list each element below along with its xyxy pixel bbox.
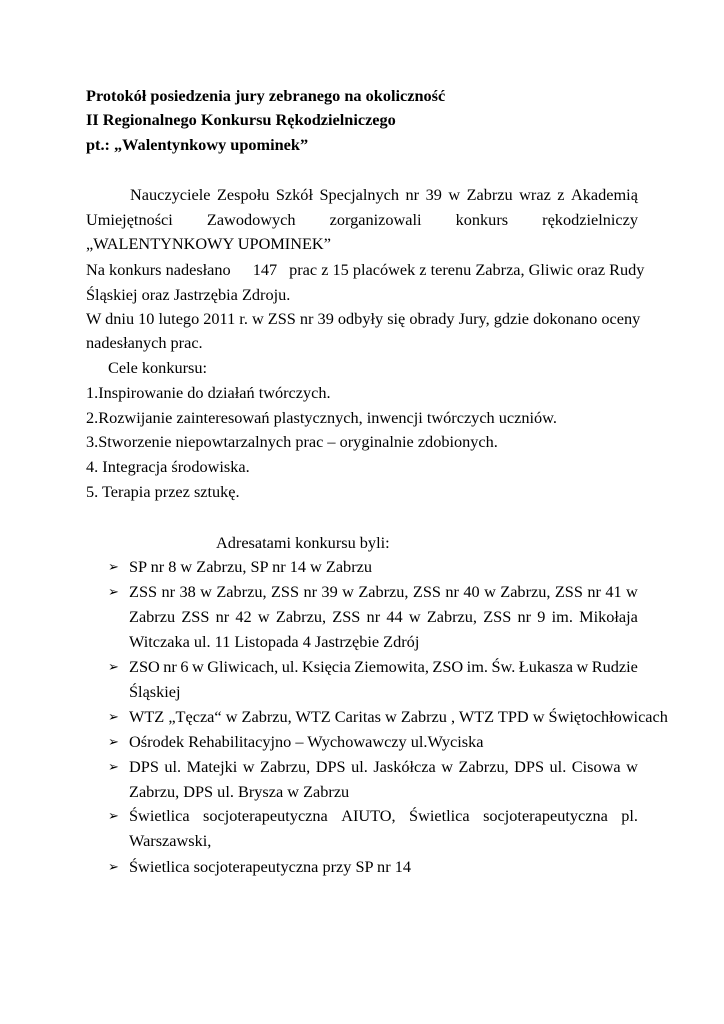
intro-sent-suffix: prac z 15 placówek z terenu Zabrza, Gliwic oraz Rudy (289, 260, 645, 279)
word: Zabrzu (466, 185, 513, 204)
word: w (342, 582, 354, 601)
word: Mikołaja (579, 607, 638, 626)
word: Ziemowita, (354, 657, 429, 676)
word: zorganizowali (329, 210, 422, 229)
bullet-arrow-icon: ➢ (108, 734, 119, 749)
word: nr (405, 185, 420, 204)
addressee-item-3-line-1 (129, 657, 638, 677)
addressee-item-2-line-3: Witczaka ul. 11 Listopada 4 Jastrzębie Zdrój (129, 632, 420, 651)
word: nr (303, 582, 317, 601)
word: Jaskółcza (373, 757, 436, 776)
word: pl. (621, 806, 638, 825)
word: 38 (179, 582, 196, 601)
intro-line-5: Śląskiej oraz Jastrzębia Zdroju. (86, 285, 291, 304)
word: Świetlica (129, 806, 190, 825)
addressee-item-5: Ośrodek Rehabilitacyjno – Wychowawczy ul.Wyciska (129, 732, 484, 751)
word: nr (163, 657, 177, 676)
works-count: 147 (252, 260, 278, 279)
word: Specjalnych (319, 185, 400, 204)
goal-item: 5. Terapia przez sztukę. (86, 482, 240, 501)
word: ZSS (554, 582, 583, 601)
intro-line-6: W dniu 10 lutego 2011 r. w ZSS nr 39 odbyły się obrady Jury, gdzie dokonano oceny (86, 309, 641, 328)
bullet-arrow-icon: ➢ (108, 808, 119, 823)
word: 40 (463, 582, 480, 601)
word: ZSS (129, 582, 158, 601)
intro-line-3: „WALENTYNKOWY UPOMINEK” (86, 234, 331, 253)
word: 44 (386, 607, 403, 626)
word: w (408, 607, 421, 626)
word: DPS (315, 757, 346, 776)
word: w (448, 185, 461, 204)
word: w (441, 757, 453, 776)
word: Zabrzu (129, 607, 176, 626)
word: w (242, 757, 255, 776)
word: ZSO (129, 657, 160, 676)
word: rękodzielniczy (542, 210, 638, 229)
word: 39 (425, 185, 442, 204)
bullet-arrow-icon: ➢ (108, 659, 119, 674)
word: Rudzie (591, 657, 638, 676)
word: ul. (281, 657, 299, 676)
word: 41 (605, 582, 622, 601)
title-line-3: pt.: „Walentynkowy upominek” (86, 135, 309, 154)
word: AIUTO, (341, 806, 396, 825)
goal-item: 1.Inspirowanie do działań twórczych. (86, 383, 331, 402)
addressee-item-1: SP nr 8 w Zabrzu, SP nr 14 w Zabrzu (129, 557, 372, 576)
word: im. (466, 657, 488, 676)
addressee-item-2-line-1 (129, 582, 638, 602)
word: w (626, 757, 638, 776)
goal-item: 2.Rozwijanie zainteresowań plastycznych, inwencji twórczych uczniów. (86, 408, 557, 427)
word: ul. (164, 757, 182, 776)
word: nr (445, 582, 459, 601)
addressee-item-6-line-2: Zabrzu, DPS ul. Brysza w Zabrzu (129, 782, 350, 801)
word: Księcia (301, 657, 351, 676)
word: w (576, 657, 589, 676)
word: Łukasza (518, 657, 574, 676)
word: socjoterapeutyczna (483, 806, 608, 825)
addressee-item-4: WTZ „Tęcza“ w Zabrzu, WTZ Caritas w Zabrzu , WTZ TPD w Świętochłowicach (129, 707, 668, 726)
word: ZSS (332, 607, 361, 626)
word: nr (587, 582, 601, 601)
addressee-item-3-line-2: Śląskiej (129, 682, 181, 701)
word: w (257, 607, 270, 626)
word: nr (366, 607, 381, 626)
title-line-1: Protokół posiedzenia jury zebranego na okoliczność (86, 86, 446, 105)
word: ZSO (432, 657, 464, 676)
intro-line-1 (130, 185, 638, 205)
word: 9 (537, 607, 546, 626)
addressee-item-7-line-1 (129, 806, 638, 826)
word: w (200, 582, 212, 601)
word: Akademią (571, 185, 638, 204)
addressee-item-7-line-2: Warszawski, (129, 831, 212, 850)
word: ZSS (483, 607, 512, 626)
goals-heading: Cele konkursu: (108, 358, 208, 377)
word: nr (517, 607, 532, 626)
word: 6 (180, 657, 189, 676)
word: Cisowa (571, 757, 621, 776)
word: Św. (491, 657, 516, 676)
bullet-arrow-icon: ➢ (108, 709, 119, 724)
word: Zabrzu, (500, 582, 551, 601)
word: w (626, 582, 638, 601)
word: 42 (235, 607, 252, 626)
word: ul. (351, 757, 368, 776)
word: ZSS (181, 607, 210, 626)
intro-line-2 (86, 210, 638, 230)
word: Zabrzu, (458, 757, 509, 776)
word: Nauczyciele (130, 185, 211, 204)
word: nr (161, 582, 176, 601)
bullet-arrow-icon: ➢ (108, 559, 119, 574)
word: konkurs (455, 210, 509, 229)
word: wraz (519, 185, 551, 204)
word: nr (215, 607, 230, 626)
intro-sent-prefix: Na konkurs nadesłano (86, 260, 231, 279)
word: z (557, 185, 565, 204)
addressee-item-8: Świetlica socjoterapeutyczna przy SP nr 14 (129, 857, 411, 876)
goal-item: 3.Stworzenie niepowtarzalnych prac – oryginalnie zdobionych. (86, 432, 498, 451)
word: im. (551, 607, 573, 626)
bullet-arrow-icon: ➢ (108, 584, 119, 599)
word: Zabrzu, (260, 757, 311, 776)
word: 39 (321, 582, 338, 601)
word: Zabrzu, (275, 607, 327, 626)
word: socjoterapeutyczna (203, 806, 328, 825)
word: Zawodowych (206, 210, 296, 229)
intro-line-4 (86, 260, 644, 280)
word: Zabrzu, (426, 607, 477, 626)
word: ZSS (412, 582, 441, 601)
word: DPS (514, 757, 545, 776)
word: Szkół (275, 185, 313, 204)
word: Zespołu (216, 185, 270, 204)
word: Matejki (186, 757, 238, 776)
intro-line-7: nadesłanych prac. (86, 333, 203, 352)
addressee-item-2-line-2 (129, 607, 638, 627)
word: w (191, 657, 204, 676)
word: Świetlica (409, 806, 470, 825)
word: ZSS (270, 582, 300, 601)
bullet-arrow-icon: ➢ (108, 859, 119, 874)
word: w (484, 582, 496, 601)
word: ul. (549, 757, 567, 776)
bullet-arrow-icon: ➢ (108, 759, 119, 774)
addressees-heading: Adresatami konkursu byli: (216, 533, 390, 552)
word: DPS (129, 757, 159, 776)
word: Zabrzu, (216, 582, 267, 601)
word: Gliwicach, (207, 657, 279, 676)
goal-item: 4. Integracja środowiska. (86, 457, 250, 476)
word: Zabrzu, (358, 582, 409, 601)
addressee-item-6-line-1 (129, 757, 638, 777)
word: Umiejętności (86, 210, 173, 229)
title-line-2: II Regionalnego Konkursu Rękodzielniczego (86, 110, 396, 129)
